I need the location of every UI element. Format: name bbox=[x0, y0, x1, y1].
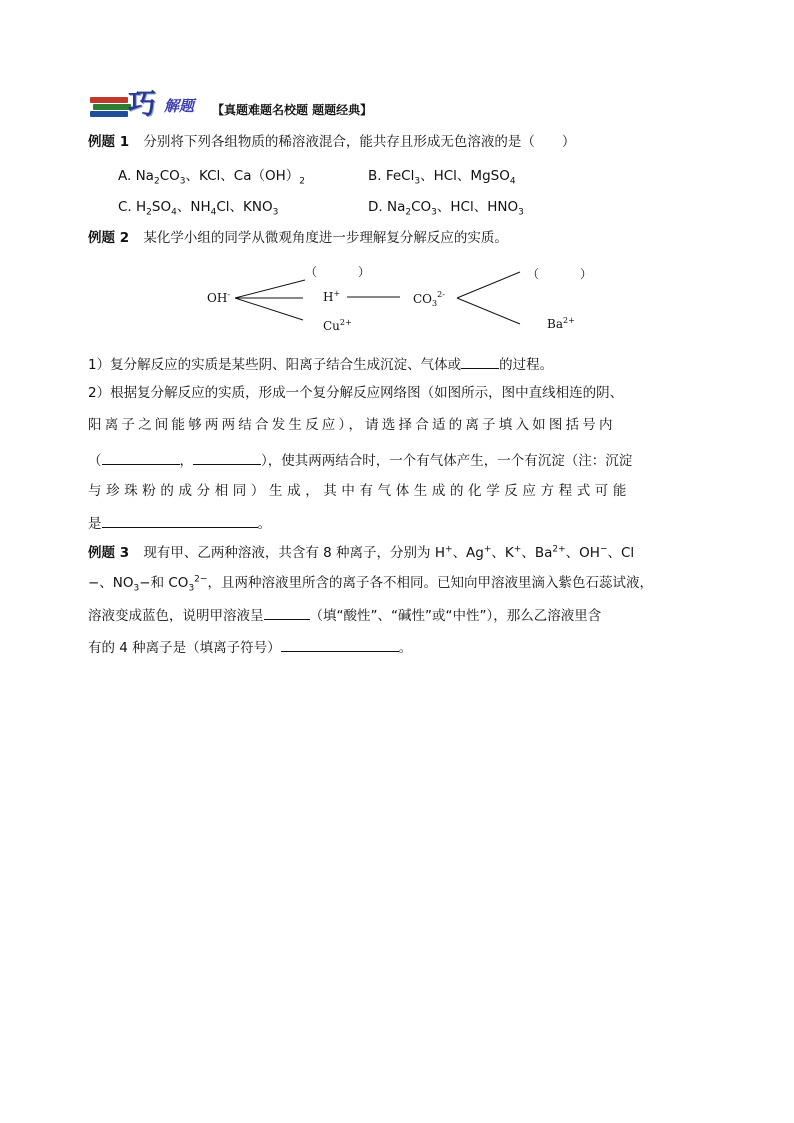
header-tagline: 【真题难题名校题 题题经典】 bbox=[212, 103, 373, 117]
answer-blank[interactable] bbox=[281, 637, 399, 652]
example1-label: 例题 1 bbox=[88, 134, 130, 150]
answer-blank[interactable] bbox=[264, 605, 310, 620]
books-icon bbox=[90, 97, 128, 119]
example2-q2-line5: 是 。 bbox=[88, 513, 271, 533]
diagram-oh: OH- bbox=[207, 290, 231, 305]
example3-line4: 有的 4 种离子是（填离子符号） 。 bbox=[88, 637, 412, 657]
example2-label: 例题 2 bbox=[88, 230, 130, 246]
answer-blank[interactable] bbox=[193, 450, 261, 465]
logo bbox=[90, 89, 210, 121]
example2-q2-line3: （ ， ），使其两两结合时，一个有气体产生，一个有沉淀（注：沉淀 bbox=[88, 450, 632, 470]
example2-q2-line4: 与珍珠粉的成分相同）生成，其中有气体生成的化学反应方程式可能 bbox=[88, 483, 631, 499]
logo-word: 解题 bbox=[164, 97, 195, 115]
example2-q2-line1: 2）根据复分解反应的实质，形成一个复分解反应网络图（如图所示，图中直线相连的阴、 bbox=[88, 385, 624, 401]
option-c: C. $H_2SO_4$、$NH_4Cl$、$KNO_3$ bbox=[118, 199, 279, 218]
reaction-network-diagram bbox=[195, 262, 615, 342]
example2-question: 例题 2 某化学小组的同学从微观角度进一步理解复分解反应的实质。 bbox=[88, 230, 508, 246]
diagram-cu: $Cu^{2+}$ bbox=[323, 318, 352, 333]
example3-line3: 溶液变成蓝色，说明甲溶液呈 （填“酸性”、“碱性”或“中性”），那么乙溶液里含 bbox=[88, 605, 601, 625]
answer-blank[interactable] bbox=[102, 450, 180, 465]
answer-blank[interactable] bbox=[461, 354, 499, 369]
example2-q2-line2: 阳离子之间能够两两结合发生反应），请选择合适的离子填入如图括号内 bbox=[88, 417, 616, 433]
example2-q1: 1）复分解反应的实质是某些阴、阳离子结合生成沉淀、气体或 的过程。 bbox=[88, 354, 553, 374]
example3-line2: −、$NO_3-$和 $CO_3^{2-}$，且两种溶液里所含的离子各不相同。已知向甲溶液里滴入紫色石蕊试液， bbox=[88, 574, 653, 594]
diagram-paren-top-right: （ bbox=[527, 267, 540, 281]
diagram-paren-top-left: （ bbox=[305, 265, 318, 279]
option-d: D. $Na_2CO_3$、HCl、$HNO_3$ bbox=[368, 199, 524, 218]
answer-blank[interactable] bbox=[102, 513, 258, 528]
svg-text:）: ） bbox=[358, 265, 371, 279]
svg-text:）: ） bbox=[580, 267, 593, 281]
diagram-co3: $CO_3^{2-}$ bbox=[413, 290, 445, 308]
option-a: A. $Na_2CO_3$、KCl、$Ca(OH)_2$ bbox=[118, 168, 305, 187]
option-b: B. FeCl$_3$、HCl、MgSO$_4$ bbox=[368, 168, 516, 187]
logo-char: 巧 bbox=[128, 87, 157, 120]
example3-line1: 例题 3 现有甲、乙两种溶液，共含有 8 种离子，分别为 H+、Ag+、K+、$Ba^{2+}$、OH−、Cl bbox=[88, 544, 635, 561]
example3-label: 例题 3 bbox=[88, 545, 130, 561]
example1-question: 例题 1 分别将下列各组物质的稀溶液混合，能共存且形成无色溶液的是（ ） bbox=[88, 134, 576, 150]
diagram-ba: $Ba^{2+}$ bbox=[547, 316, 575, 331]
diagram-h: H+ bbox=[323, 289, 341, 304]
